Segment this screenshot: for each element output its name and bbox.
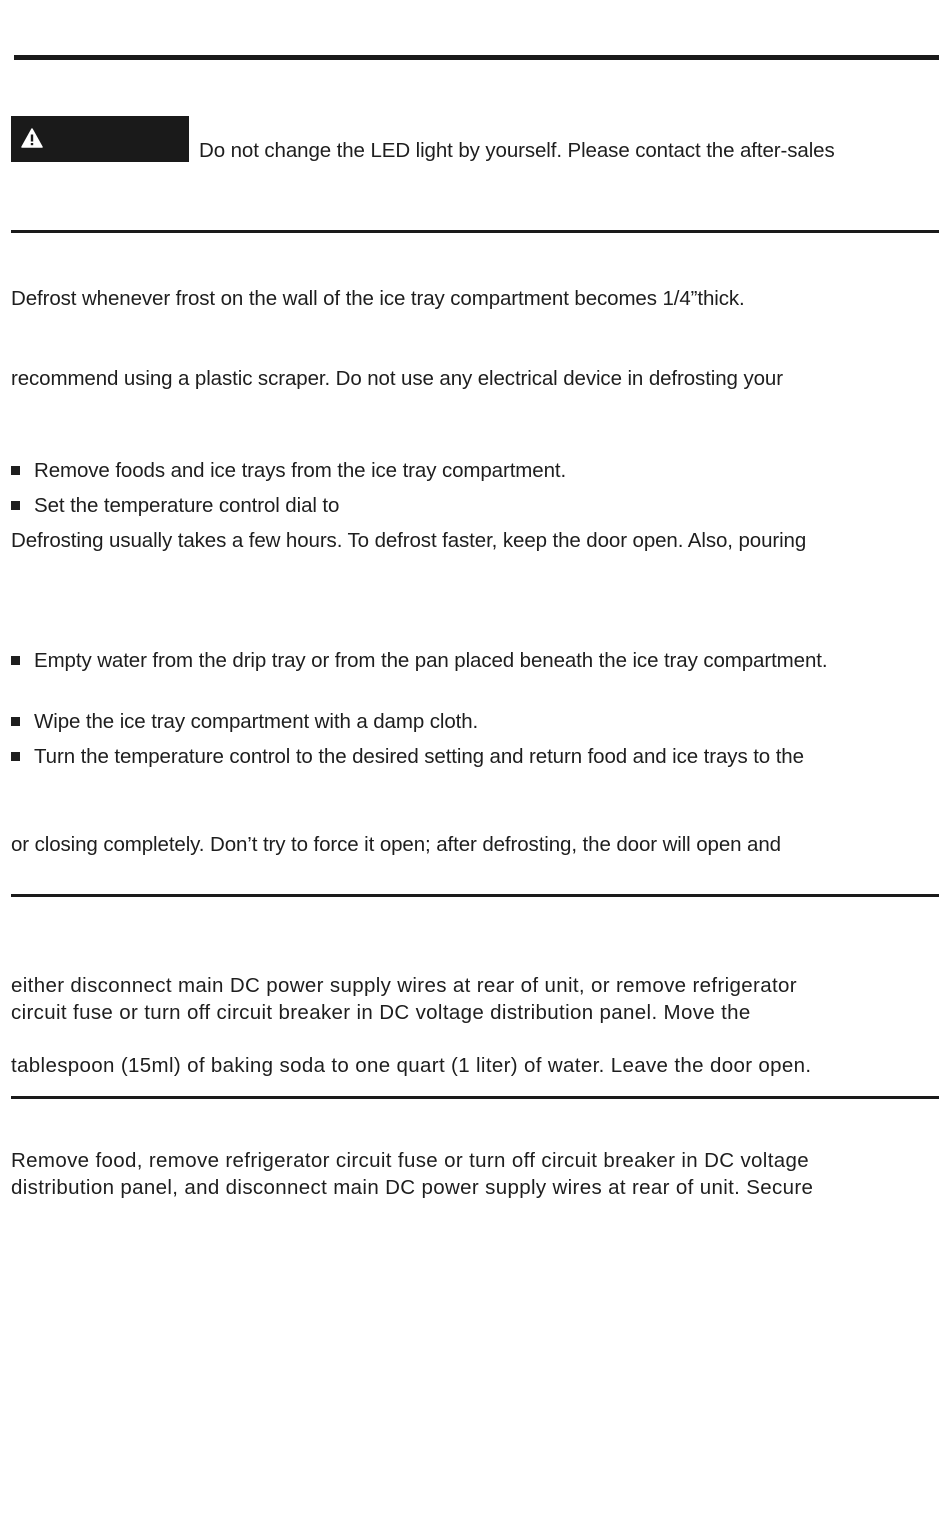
defrost-door-note: or closing completely. Don’t try to force it open; after defrosting, the door will open and [11, 833, 781, 856]
section-divider-cleaning [11, 894, 939, 897]
defrost-intro: Defrost whenever frost on the wall of the ice tray compartment becomes 1/4”thick. [11, 287, 745, 310]
section-divider-storage [11, 1096, 939, 1099]
warning-text: Do not change the LED light by yourself. Please contact the after-sales [199, 139, 835, 162]
list-item: Wipe the ice tray compartment with a damp cloth. [11, 710, 478, 734]
storage-line: Remove food, remove refrigerator circuit fuse or turn off circuit breaker in DC voltage [11, 1149, 809, 1172]
bullet-icon [11, 656, 20, 665]
cleaning-line: circuit fuse or turn off circuit breaker in DC voltage distribution panel. Move the [11, 1001, 751, 1024]
list-item: Set the temperature control dial to [11, 494, 339, 518]
list-item: Empty water from the drip tray or from the pan placed beneath the ice tray compartment. [11, 649, 827, 673]
warning-badge [11, 116, 189, 162]
section-divider-defrost [11, 230, 939, 233]
cleaning-line: tablespoon (15ml) of baking soda to one quart (1 liter) of water. Leave the door open. [11, 1054, 812, 1077]
defrost-scraper-note: recommend using a plastic scraper. Do not use any electrical device in defrosting your [11, 367, 783, 390]
list-item: Remove foods and ice trays from the ice tray compartment. [11, 459, 566, 483]
warning-triangle-icon [21, 128, 43, 148]
bullet-icon [11, 717, 20, 726]
storage-line: distribution panel, and disconnect main DC power supply wires at rear of unit. Secure [11, 1176, 814, 1199]
bullet-icon [11, 752, 20, 761]
list-item: Turn the temperature control to the desired setting and return food and ice trays to the [11, 745, 804, 769]
bullet-icon [11, 501, 20, 510]
top-divider [14, 55, 939, 60]
bullet-icon [11, 466, 20, 475]
cleaning-line: either disconnect main DC power supply wires at rear of unit, or remove refrigerator [11, 974, 797, 997]
defrost-duration-note: Defrosting usually takes a few hours. To defrost faster, keep the door open. Also, pouring [11, 529, 807, 552]
